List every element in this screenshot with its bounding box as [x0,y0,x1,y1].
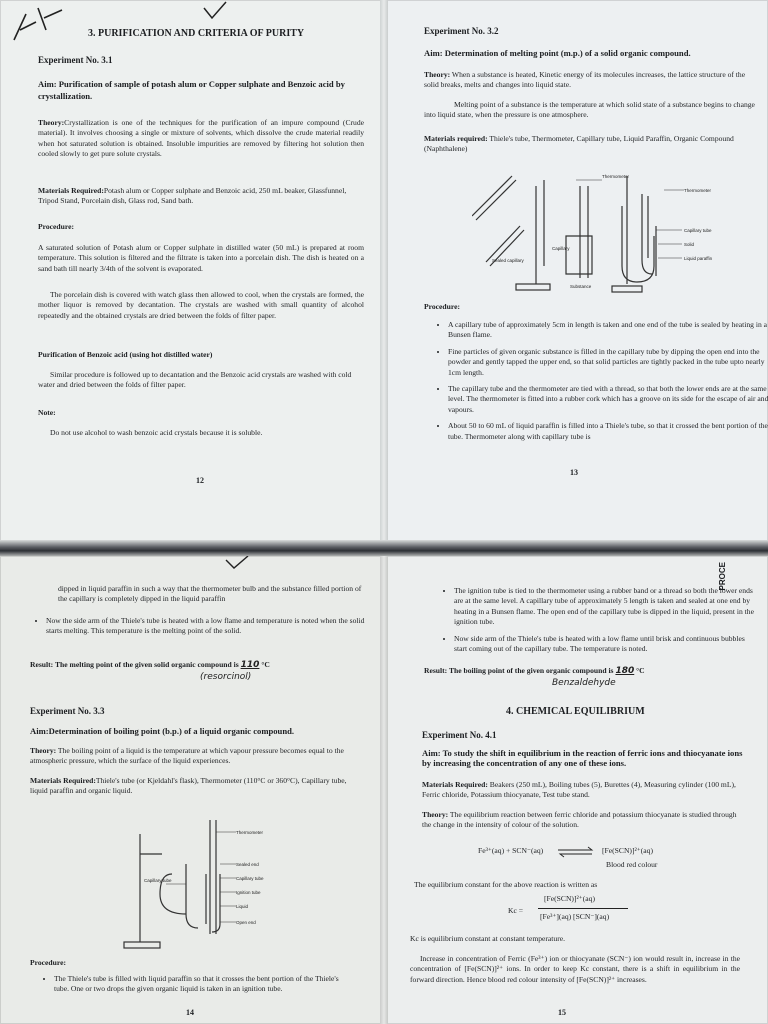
materials-required: Materials Required:Thiele's tube (or Kjeldahl's flask), Thermometer (110°C or 360°C), Capillary tube, liquid paraffin and organic liquid. [30,776,347,796]
page-number: 13 [570,468,578,477]
procedure-paragraph-2: The porcelain dish is covered with watch glass then allowed to cool, when the crystals are formed, the mother liquor is removed by decantation. The crystals are washed with small quantity of alcohol repeatedly and the obtained crystals are dried between the folds of filter paper. [38,290,364,320]
label-capillary-tube: Capillary tube [236,876,264,881]
aim: Aim: Purification of sample of potash alum or Copper sulphate and Benzoic acid by crystallization. [38,79,345,101]
label-liquid: Liquid [236,904,249,909]
book-fold-lower [380,556,388,1024]
fraction-bar [538,908,628,909]
equation-left: Fe³⁺(aq) + SCN⁻(aq) [478,846,544,855]
page-13 [384,0,768,548]
page-12 [0,0,384,548]
experiment-number: Experiment No. 4.1 [422,730,497,740]
result-compound-handwritten: (resorcinol) [200,672,252,682]
result-compound-handwritten: Benzaldehyde [552,678,616,688]
kc-numerator: [Fe(SCN)]²⁺(aq) [544,894,595,903]
label-sealed-end: Sealed end [236,862,259,867]
materials-required: Materials Required:Potash alum or Copper sulphate and Benzoic acid, 250 mL beaker, Glassfunnel, Tripod Stand, Porcelain dish, Glass rod, Sand bath. [38,186,347,206]
list-item: • About 50 to 60 mL of liquid paraffin is filled into a Thiele's tube, so that it crossed the bent portion of the tube. Thermometer along with capillary tube is [448,421,768,442]
label-substance: Substance [570,284,592,289]
handwritten-lab-mark [0,0,90,50]
equilibrium-arrows-icon [556,846,596,858]
book-fold [380,0,388,548]
label-thermometer: Thermometer [236,830,264,835]
continued-text: dipped in liquid paraffin in such a way that the thermometer bulb and the substance filled portion of the capillary is completely dipped in the liquid paraffin [58,584,362,604]
side-tab: PROCE [718,562,727,591]
procedure-list [438,586,754,660]
kc-denominator: [Fe³⁺](aq) [SCN⁻](aq) [540,912,610,921]
procedure-list [30,616,376,643]
check-mark-icon [200,0,230,22]
label-liquid-paraffin: Liquid paraffin [684,256,713,261]
label-open-end: Open end [236,920,256,925]
label-sealed-capillary: Sealed capillary [492,258,524,263]
label-capillary-tube: Capillary tube [684,228,712,233]
procedure-label: Procedure: [30,958,66,967]
chapter-heading: 3. PURIFICATION AND CRITERIA OF PURITY [88,28,305,39]
theory-paragraph: Theory: The boiling point of a liquid is the temperature at which vapour pressure becomes equal to the atmospheric pressure, which the surface of the liquid experiences. [30,746,344,766]
label-capillary: Capillary [552,246,570,251]
aim: Aim: Determination of melting point (m.p.) of a solid organic compound. [424,48,691,58]
melting-point-apparatus-diagram [472,166,722,296]
equation-right: [Fe(SCN)]²⁺(aq) [602,846,653,855]
label-capillary-tube-2: Capillary tube [144,878,172,883]
list-item: • Now the side arm of the Thiele's tube is heated with a low flame and temperature is noted when the solid starts melting. This temperature is the melting point of the solid. [46,616,376,637]
check-mark-icon [222,556,252,572]
theory-paragraph-2: Melting point of a substance is the temperature at which solid state of a substance begins to change into liquid state, when the pressure is one atmosphere. [424,100,755,120]
list-item: • A capillary tube of approximately 5cm in length is taken and one end of the tube is sealed by heating in a Bunsen flame. [448,320,768,341]
aim: Aim:Determination of boiling point (b.p.) of a liquid organic compound. [30,726,295,736]
materials-required: Materials required: Thiele's tube, Thermometer, Capillary tube, Liquid Paraffin, Organic Compound (Naphthalene) [424,134,734,154]
result-value: 180 [615,666,635,676]
label-thermometer: Thermometer [602,174,630,179]
procedure-list [432,320,768,448]
list-item: • Now side arm of the Thiele's tube is heated with a low flame until brisk and continuous bubbles start coming out of the capillary tube. The temperature is noted. [454,634,754,655]
label-thermometer-2: Thermometer [684,188,712,193]
label-ignition-tube: Ignition tube [236,890,261,895]
procedure-label: Procedure: [38,222,74,231]
note-label: Note: [38,408,56,417]
kc-symbol: Kc = [508,906,524,915]
result-line: Result: The melting point of the given solid organic compound is 110 °C [30,660,270,670]
page-number: 14 [186,1008,194,1017]
procedure-paragraph-1: A saturated solution of Potash alum or Copper sulphate in distilled water (50 mL) is prepared at room temperature. This solution is filtered and the filtrate is taken into a porcelain dish. The dish is heated on a sand bath till nearly 3/4th of the solvent is evaporated. [38,243,364,273]
experiment-number: Experiment No. 3.2 [424,26,499,36]
procedure-list-2 [38,974,354,1001]
list-item: • The Thiele's tube is filled with liquid paraffin so that it crosses the bent portion of the Thiele's tube. One or two drops the given organic liquid is taken in an ignition tube. [54,974,354,995]
page-14 [0,556,384,1024]
boiling-point-apparatus-diagram [100,814,300,954]
theory-paragraph: Theory: The equilibrium reaction between ferric chloride and potassium thiocyanate is studied through the change in the intensity of colour of the solution. [422,810,737,830]
result-line: Result: The boiling point of the given organic compound is 180 °C [424,666,645,676]
kc-intro: The equilibrium constant for the above reaction is written as [414,880,598,889]
kc-definition: Kc is equilibrium constant at constant temperature. [410,934,565,943]
theory-paragraph-1: Theory: When a substance is heated, Kinetic energy of its molecules increases, the lattice structure of the solid breaks, melts and changes into liquid state. [424,70,746,90]
final-paragraph: Increase in concentration of Ferric (Fe³⁺) ion or thiocyanate (SCN⁻) ion would result in, increase in the concentration of [Fe(SCN)]²⁺ ions. In order to keep Kc constant, there is a shift in equilibrium in the forward direction. Hence blood red colour intensity of [Fe(SCN)]²⁺ increases. [410,954,740,984]
theory-paragraph: Theory:Crystallization is one of the techniques for the purification of an impure compound (Crude material). It involves choosing a single or mixture of solvents, which dissolve the crude material readily when hot saturated solution is obtained. Insoluble impurities are removed by filtering hot solution then cooled slowly to get pure solute crystals. [38,118,364,159]
experiment-number: Experiment No. 3.1 [38,55,113,65]
list-item: • Fine particles of given organic substance is filled in the capillary tube by dipping the open end into the powder and gently tapped the upper end, so that solid particles are tightly packed in the tube upto nearly 1cm length. [448,347,768,378]
experiment-number: Experiment No. 3.3 [30,706,105,716]
page-number: 15 [558,1008,566,1017]
chapter-heading: 4. CHEMICAL EQUILIBRIUM [506,706,645,717]
page-number: 12 [196,476,204,485]
label-solid: Solid [684,242,695,247]
page-15 [384,556,768,1024]
result-value: 110 [240,660,260,670]
materials-required: Materials Required: Beakers (250 mL), Boiling tubes (5), Burettes (4), Measuring cylinder (100 mL), Ferric chloride, Potassium thiocyanate, Test tube stand. [422,780,736,800]
aim: Aim: To study the shift in equilibrium in the reaction of ferric ions and thiocyanate ions by increasing the concentration of any one of these ions. [422,748,743,769]
procedure-label: Procedure: [424,302,460,311]
benzoic-heading: Purification of Benzoic acid (using hot distilled water) [38,350,213,359]
note-text: Do not use alcohol to wash benzoic acid crystals because it is soluble. [50,428,263,437]
list-item: • The capillary tube and the thermometer are tied with a thread, so that both the lower ends are at the same level. The thermometer is fitted into a rubber cork which has a groove on its side for the escape of air and vapours. [448,384,768,415]
benzoic-text: Similar procedure is followed up to decantation and the Benzoic acid crystals are washed with cold water and dried between the folds of filter paper. [38,370,352,390]
equation-note: Blood red colour [606,860,658,869]
list-item: • The ignition tube is tied to the thermometer using a rubber band or a thread so both the lower ends are at the same level. A capillary tube of approximately 5 length is taken and sealed at one end by heating in a Bunsen flame. The open end of the capillary tube is dipped in the liquid, present in the ignition tube. [454,586,754,628]
